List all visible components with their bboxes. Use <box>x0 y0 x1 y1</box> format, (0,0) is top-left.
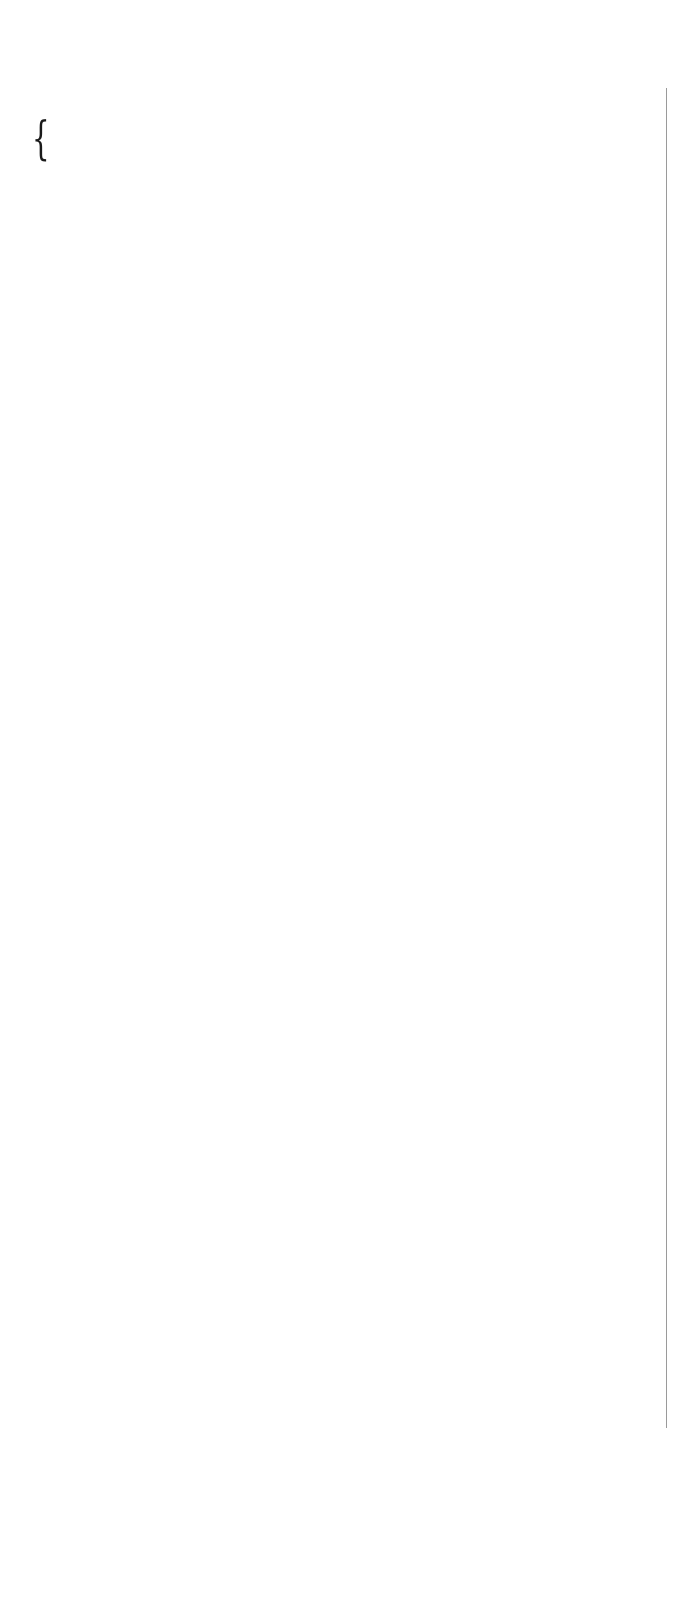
margin-rule <box>666 88 667 1428</box>
equation-system <box>8 109 658 166</box>
watermark-logo <box>452 1492 682 1587</box>
content-area <box>8 95 658 166</box>
left-brace: { <box>32 111 50 165</box>
